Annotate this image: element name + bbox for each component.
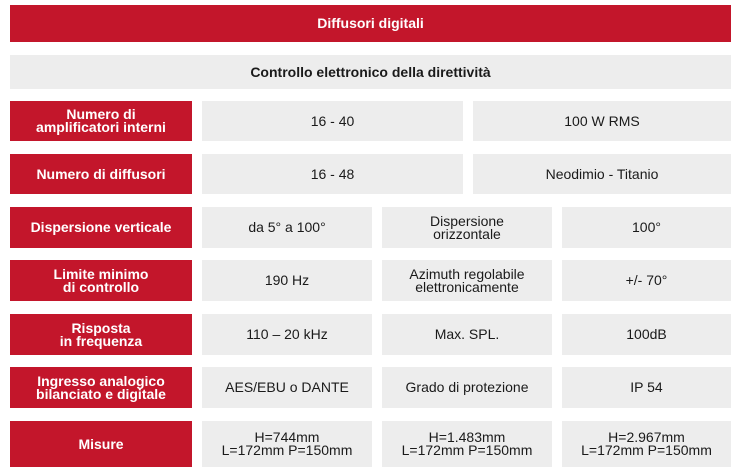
value-dimensions-large: H=2.967mm L=172mm P=150mm: [562, 421, 731, 467]
table-title: Diffusori digitali: [10, 5, 731, 42]
value-amplifiers-count: 16 - 40: [202, 101, 463, 141]
value-amplifier-power: 100 W RMS: [473, 101, 731, 141]
row-label-amplifiers: Numero di amplificatori interni: [10, 101, 192, 141]
row-label-input: Ingresso analogico bilanciato e digitale: [10, 367, 192, 408]
label-horizontal-dispersion: Dispersione orizzontale: [382, 207, 552, 248]
value-dimensions-medium: H=1.483mm L=172mm P=150mm: [382, 421, 552, 467]
value-dimensions-small: H=744mm L=172mm P=150mm: [202, 421, 372, 467]
value-input: AES/EBU o DANTE: [202, 367, 372, 408]
label-max-spl: Max. SPL.: [382, 314, 552, 355]
label-protection-grade: Grado di protezione: [382, 367, 552, 408]
value-vertical-dispersion: da 5° a 100°: [202, 207, 372, 248]
value-horizontal-dispersion: 100°: [562, 207, 731, 248]
value-speakers-count: 16 - 48: [202, 154, 463, 194]
row-label-dimensions: Misure: [10, 421, 192, 467]
value-azimuth: +/- 70°: [562, 260, 731, 301]
value-speakers-material: Neodimio - Titanio: [473, 154, 731, 194]
row-label-control-limit: Limite minimo di controllo: [10, 260, 192, 301]
row-label-vertical-dispersion: Dispersione verticale: [10, 207, 192, 248]
value-max-spl: 100dB: [562, 314, 731, 355]
value-control-limit: 190 Hz: [202, 260, 372, 301]
table-subtitle: Controllo elettronico della direttività: [10, 55, 731, 89]
row-label-frequency-response: Risposta in frequenza: [10, 314, 192, 355]
label-azimuth: Azimuth regolabile elettronicamente: [382, 260, 552, 301]
row-label-speakers: Numero di diffusori: [10, 154, 192, 194]
value-frequency-response: 110 – 20 kHz: [202, 314, 372, 355]
value-protection-grade: IP 54: [562, 367, 731, 408]
